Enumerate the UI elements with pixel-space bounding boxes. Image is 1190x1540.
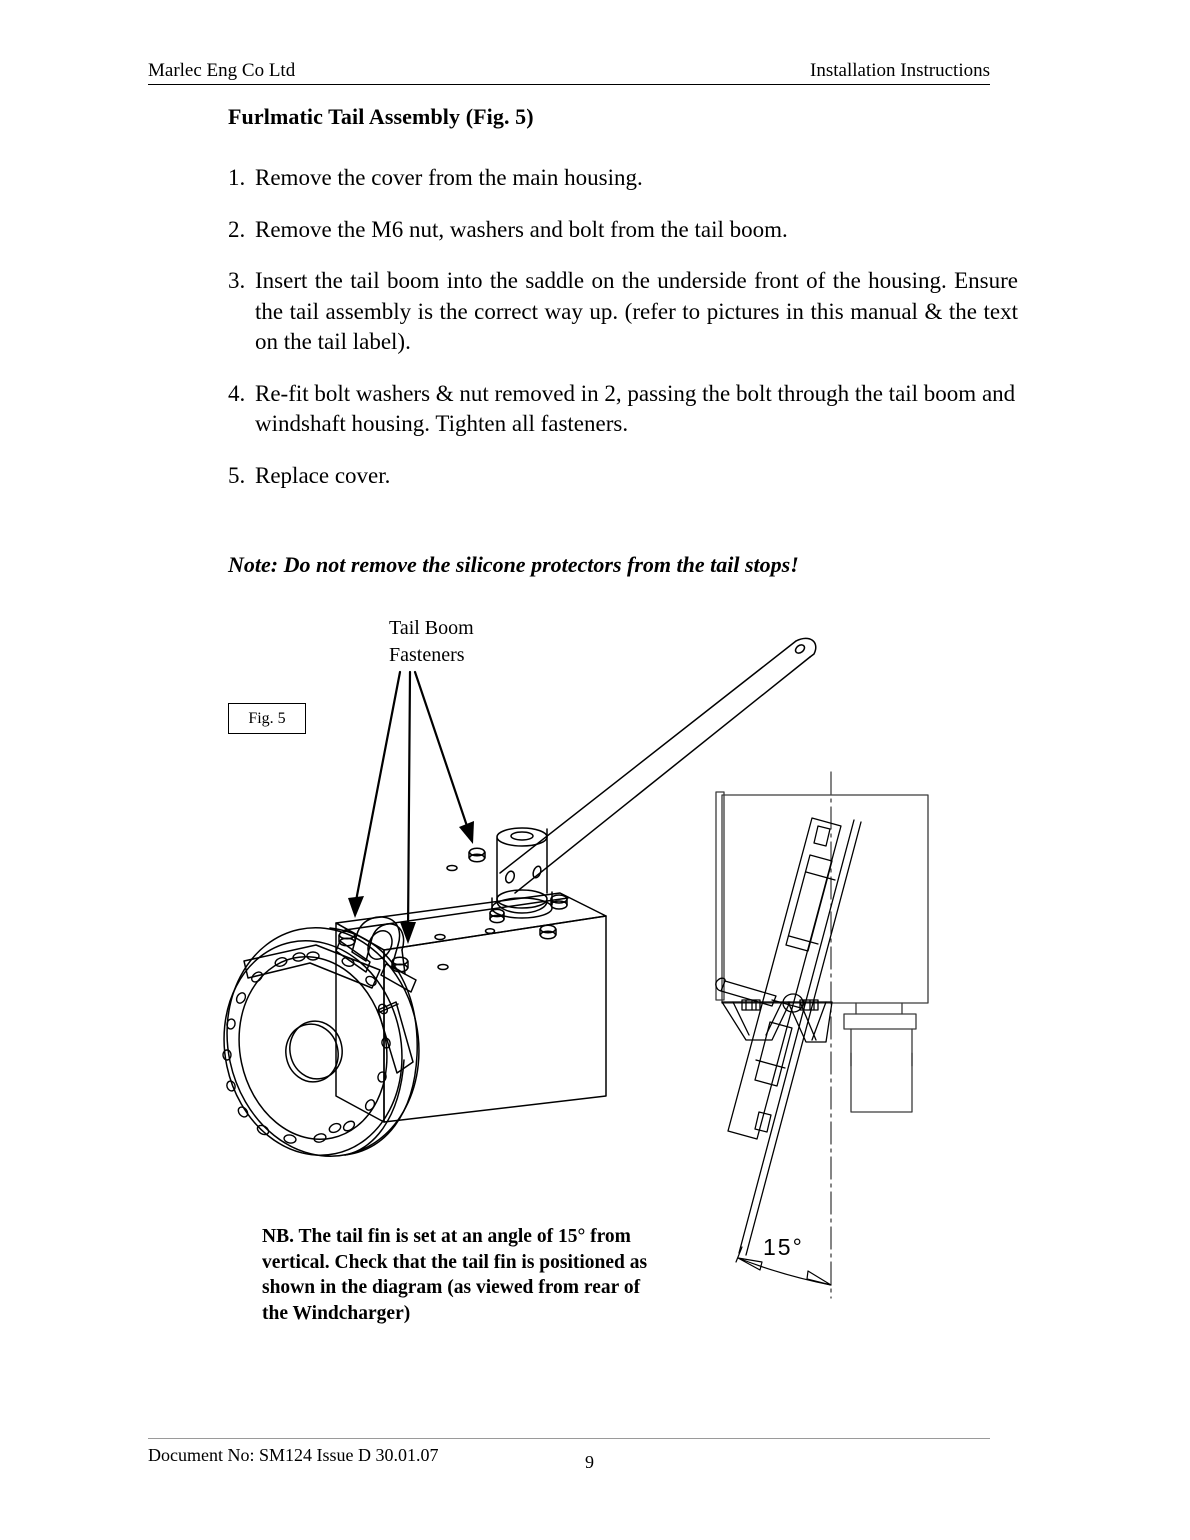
footer-divider (148, 1438, 990, 1439)
angle-label: 15° (763, 1234, 804, 1260)
list-item-text: Remove the M6 nut, washers and bolt from the tail boom. (255, 216, 788, 242)
boom-socket-cylinder (492, 828, 552, 918)
list-item-text: Remove the cover from the main housing. (255, 165, 643, 190)
list-item-number: 2. (228, 216, 246, 242)
angle-dimension (736, 1247, 831, 1285)
list-item-number: 3. (228, 268, 246, 293)
housing-body (336, 893, 606, 1122)
page-header (148, 60, 990, 85)
callout-line-2: Fasteners (389, 644, 465, 666)
leader-arrows (348, 672, 474, 944)
tail-boom-inclined (739, 820, 861, 1255)
footer-document-number: Document No: SM124 Issue D 30.01.07 (148, 1445, 439, 1465)
yaw-mast-stub (844, 1003, 916, 1112)
list-item (228, 379, 1018, 440)
list-item-number: 4. (228, 380, 246, 406)
figure-tag: Fig. 5 (228, 703, 306, 734)
list-item-text: Re-fit bolt washers & nut removed in 2, passing the bolt through the tail boom and windshaft housing. Tighten all fasteners. (255, 380, 1016, 436)
header-doc-type: Installation Instructions (810, 60, 990, 81)
tail-boom-tube (500, 638, 816, 893)
saddle-clamp (336, 917, 416, 992)
callout-line-1: Tail Boom (389, 617, 474, 639)
rear-elevation-view (716, 772, 928, 1298)
header-company: Marlec Eng Co Ltd (148, 60, 296, 81)
footer-page-number: 9 (585, 1452, 594, 1472)
housing-fasteners (435, 848, 567, 969)
alternator-hub (204, 910, 439, 1174)
list-item-text: Insert the tail boom into the saddle on the underside front of the housing. Ensure the tail assembly is the correct way up. (refer to pictures in this manual & the text on the tail label). (255, 268, 1018, 354)
list-item-number: 5. (228, 462, 246, 488)
warning-note: Note: Do not remove the silicone protectors from the tail stops! (228, 552, 799, 577)
list-item (228, 461, 1018, 492)
tail-boom-segments (728, 818, 841, 1139)
callout-tail-boom-fasteners (389, 615, 474, 669)
list-item-number: 1. (228, 165, 246, 190)
list-item-text: Replace cover. (255, 462, 391, 488)
page-title: Furlmatic Tail Assembly (Fig. 5) (228, 104, 534, 129)
hub-bolt-holes (223, 952, 391, 1144)
list-item (228, 215, 1018, 246)
hinge-bracket (716, 978, 832, 1042)
list-item (228, 266, 1018, 358)
instruction-list (228, 163, 1018, 512)
list-item (228, 163, 1018, 194)
nb-note: NB. The tail fin is set at an angle of 15° from vertical. Check that the tail fin is positioned as shown in the diagram (as viewed from rear of the Windcharger) (262, 1226, 648, 1324)
